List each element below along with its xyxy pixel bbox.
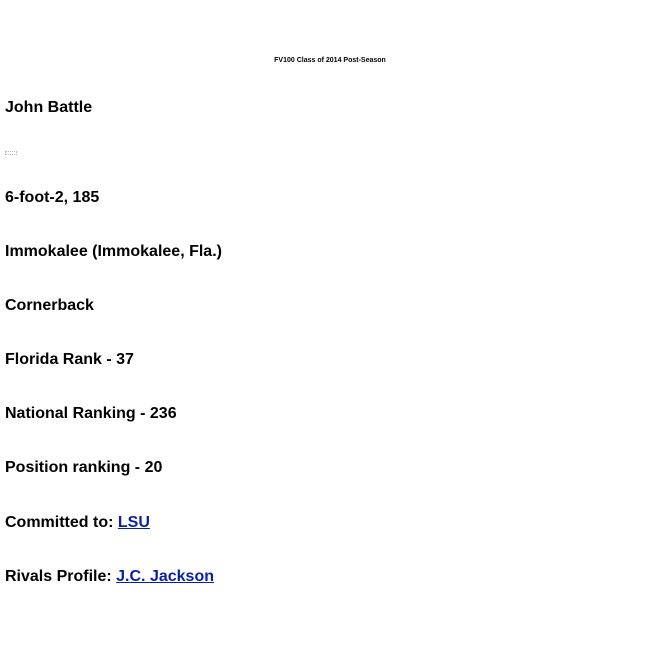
- player-school: Immokalee (Immokalee, Fla.): [5, 243, 222, 260]
- position-ranking: Position ranking - 20: [5, 459, 163, 476]
- committed-school-link[interactable]: LSU: [117, 514, 150, 531]
- player-name: John Battle: [5, 99, 93, 116]
- player-position: Cornerback: [5, 297, 94, 314]
- committed-label: Committed to:: [5, 514, 118, 531]
- broken-image-icon: [5, 151, 17, 155]
- rivals-label: Rivals Profile:: [5, 568, 117, 585]
- national-ranking: National Ranking - 236: [5, 405, 177, 422]
- florida-rank: Florida Rank - 37: [5, 351, 134, 368]
- rivals-profile-link[interactable]: J.C. Jackson: [116, 568, 214, 585]
- committed-line: [5, 513, 150, 533]
- rivals-line: [5, 567, 214, 587]
- page-title: FV100 Class of 2014 Post-Season: [274, 57, 386, 64]
- player-size: 6-foot-2, 185: [5, 189, 100, 206]
